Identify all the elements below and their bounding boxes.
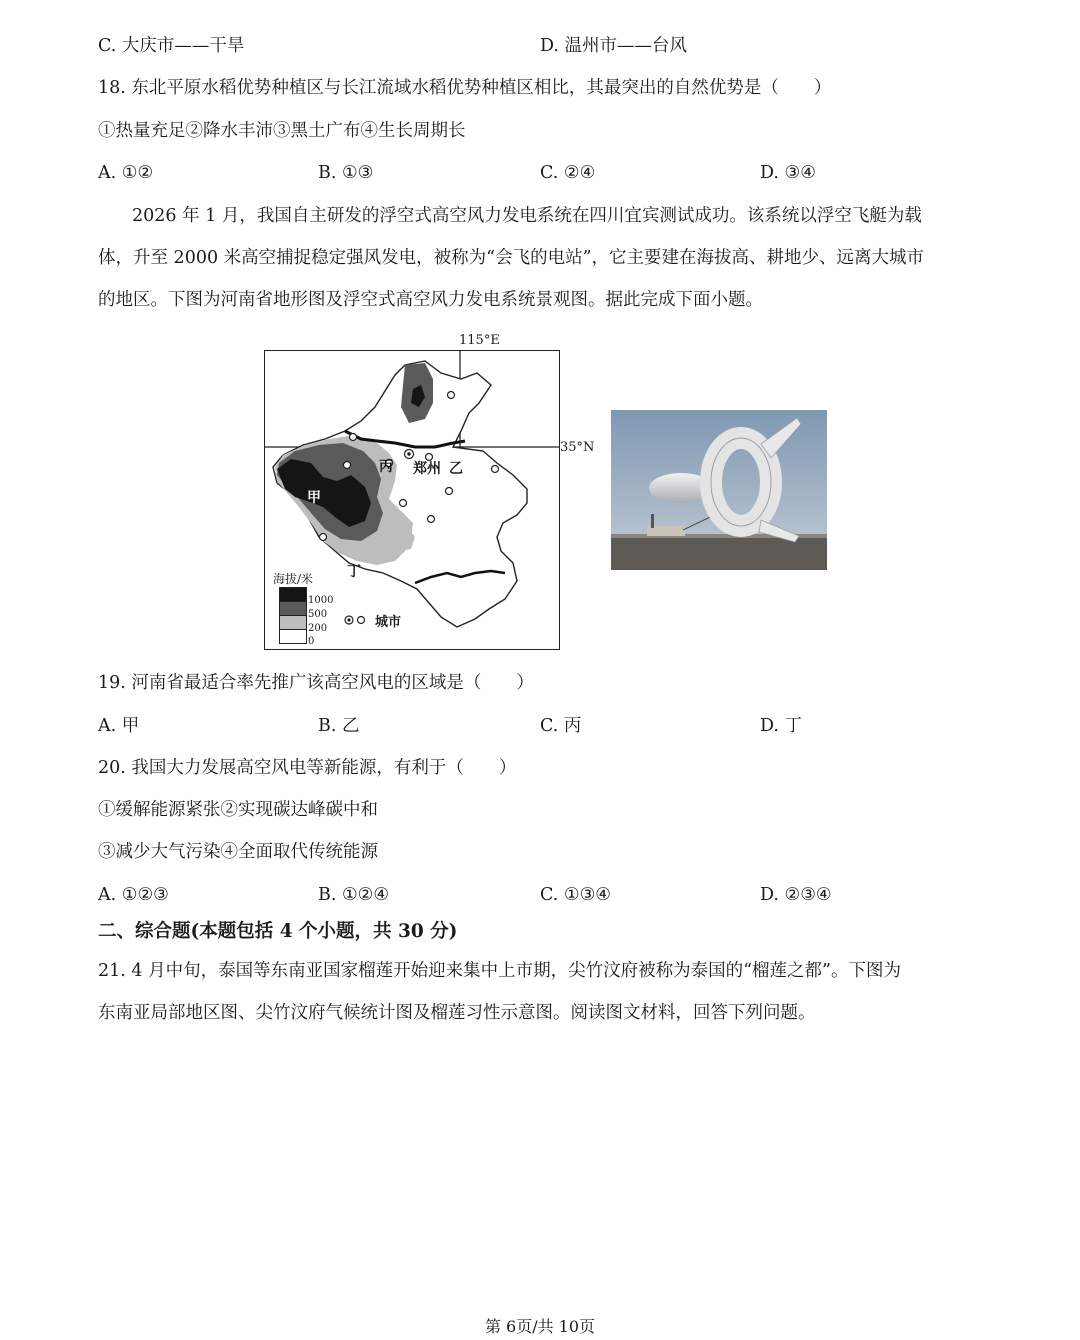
question-18-option-a: A. ①② [98,163,154,183]
legend-swatch-200 [279,615,307,630]
label-ding: 丁 [347,564,361,580]
legend-level-200: 200 [308,623,328,634]
material-line-1: 2026 年 1 月，我国自主研发的浮空式高空风力发电系统在四川宜宾测试成功。该系统以浮空飞艇为载 [132,206,922,226]
legend-swatch-1000 [279,587,307,602]
question-19-option-d: D. 丁 [760,716,803,736]
question-20-option-b: B. ①②④ [318,885,390,905]
legend-level-500: 500 [308,609,328,620]
question-18-option-d: D. ③④ [760,163,816,183]
legend-city-label: 城市 [375,615,402,630]
photo-drawing [611,410,827,570]
legend-swatch-0 [279,629,307,644]
label-jia: 甲 [307,490,321,506]
question-20-option-a: A. ①②③ [98,885,169,905]
option-d-prev: D. 温州市——台风 [540,36,688,56]
question-20-items-1: ①缓解能源紧张②实现碳达峰碳中和 [98,800,378,820]
question-18-stem: 18. 东北平原水稻优势种植区与长江流域水稻优势种植区相比，其最突出的自然优势是（ ） [98,78,832,98]
question-21-line-2: 东南亚局部地区图、尖竹汶府气候统计图及榴莲习性示意图。阅读图文材料，回答下列问题。 [98,1003,816,1023]
henan-terrain-map [264,350,560,650]
question-18-items: ①热量充足②降水丰沛③黑土广布④生长周期长 [98,121,466,141]
legend-city-symbol [358,617,365,624]
question-20-option-d: D. ②③④ [760,885,832,905]
question-19-option-c: C. 丙 [540,716,582,736]
question-20-items-2: ③减少大气污染④全面取代传统能源 [98,842,378,862]
section-2-heading: 二、综合题(本题包括 4 个小题，共 30 分) [98,921,458,942]
latitude-label: 35°N [560,440,595,455]
legend-swatch-500 [279,601,307,616]
question-18-option-c: C. ②④ [540,163,596,183]
question-19-option-a: A. 甲 [98,716,140,736]
question-21-line-1: 21. 4 月中旬，泰国等东南亚国家榴莲开始迎来集中上市期，尖竹汶府被称为泰国的“榴莲之都”。下图为 [98,961,901,981]
longitude-label: 115°E [459,333,500,348]
label-yi: 乙 [449,461,463,477]
label-bing: 丙 [379,459,393,475]
question-19-stem: 19. 河南省最适合率先推广该高空风电的区域是（ ） [98,673,534,693]
question-20-stem: 20. 我国大力发展高空风电等新能源，有利于（ ） [98,758,517,778]
page-footer: 第 6页/共 10页 [484,1317,596,1336]
option-c-prev: C. 大庆市——干旱 [98,36,245,56]
question-20-option-c: C. ①③④ [540,885,611,905]
legend-title: 海拔/米 [273,572,314,586]
question-18-option-b: B. ①③ [318,163,374,183]
question-19-option-b: B. 乙 [318,716,360,736]
legend-level-1000: 1000 [308,595,334,606]
legend-level-0: 0 [308,636,315,647]
material-line-2: 体，升至 2000 米高空捕捉稳定强风发电，被称为“会飞的电站”，它主要建在海拔高、耕地少、远离大城市 [98,248,925,268]
material-line-3: 的地区。下图为河南省地形图及浮空式高空风力发电系统景观图。据此完成下面小题。 [98,290,763,310]
airborne-wind-turbine-photo [611,410,827,570]
label-zhengzhou: 郑州 [413,461,441,477]
